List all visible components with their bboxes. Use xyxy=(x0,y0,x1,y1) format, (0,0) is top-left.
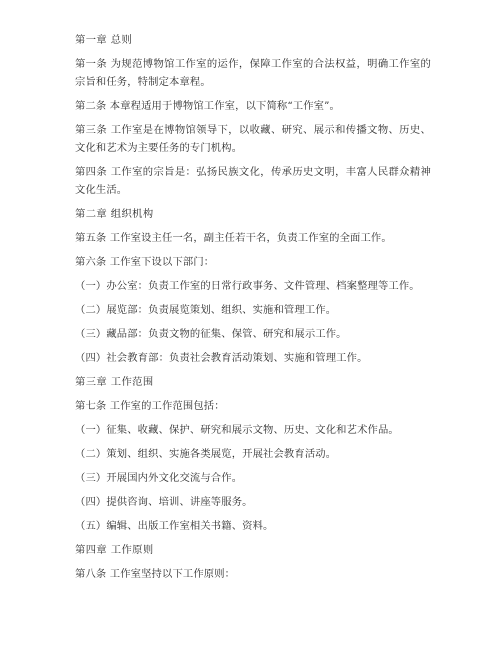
article-6-item-1: （一）办公室：负责工作室的日常行政事务、文件管理、档案整理等工作。 xyxy=(75,280,420,292)
article-2: 第二条 本章程适用于博物馆工作室，以下简称“工作室”。 xyxy=(75,100,340,112)
article-6-item-4: （四）社会教育部：负责社会教育活动策划、实施和管理工作。 xyxy=(75,352,368,364)
article-8: 第八条 工作室坚持以下工作原则： xyxy=(75,568,236,580)
chapter-2-heading: 第二章 组织机构 xyxy=(75,208,154,220)
document-body xyxy=(75,31,431,589)
article-7-item-2: （二）策划、组织、实施各类展览，开展社会教育活动。 xyxy=(75,448,337,460)
chapter-3-heading: 第三章 工作范围 xyxy=(75,376,154,388)
article-6: 第六条 工作室下设以下部门： xyxy=(75,256,215,268)
article-4: 第四条 工作室的宗旨是：弘扬民族文化，传承历史文明，丰富人民群众精神文化生活。 xyxy=(75,166,431,196)
article-7-item-4: （四）提供咨询、培训、讲座等服务。 xyxy=(75,496,253,508)
article-1: 第一条 为规范博物馆工作室的运作，保障工作室的合法权益，明确工作室的宗旨和任务，特制定本章程。 xyxy=(75,58,431,88)
article-7-item-3: （三）开展国内外文化交流与合作。 xyxy=(75,472,243,484)
article-3: 第三条 工作室是在博物馆领导下，以收藏、研究、展示和传播文物、历史、文化和艺术为主要任务的专门机构。 xyxy=(75,124,431,154)
article-7: 第七条 工作室的工作范围包括： xyxy=(75,400,225,412)
article-5: 第五条 工作室设主任一名，副主任若干名，负责工作室的全面工作。 xyxy=(75,232,392,244)
article-7-item-1: （一）征集、收藏、保护、研究和展示文物、历史、文化和艺术作品。 xyxy=(75,424,399,436)
article-7-item-5: （五）编辑、出版工作室相关书籍、资料。 xyxy=(75,520,274,532)
article-6-item-2: （二）展览部：负责展览策划、组织、实施和管理工作。 xyxy=(75,304,337,316)
chapter-1-heading: 第一章 总则 xyxy=(75,34,133,46)
article-6-item-3: （三）藏品部：负责文物的征集、保管、研究和展示工作。 xyxy=(75,328,347,340)
chapter-4-heading: 第四章 工作原则 xyxy=(75,544,154,556)
